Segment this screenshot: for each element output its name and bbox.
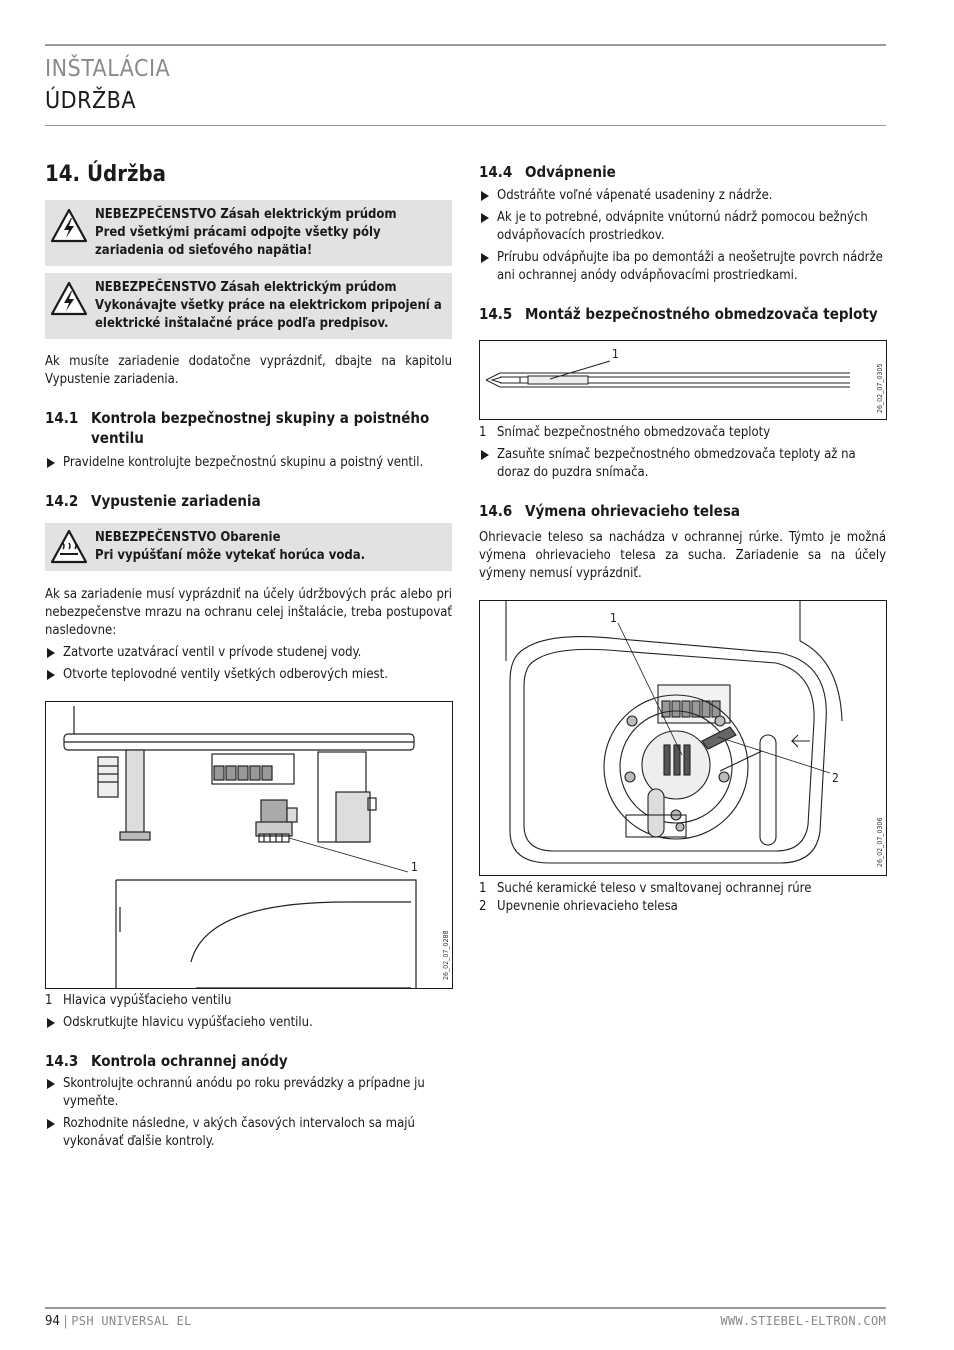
intro-paragraph: Ak musíte zariadenie dodatočne vyprázdniť, dbajte na kapitolu Vypustenie zariadenia.: [45, 354, 452, 387]
bullet-arrow-icon: [47, 458, 55, 468]
product-name: PSH UNIVERSAL EL: [71, 1314, 192, 1328]
section-heading-14-4: [479, 162, 886, 182]
list-item: Pravidelne kontrolujte bezpečnostnú skupinu a poistný ventil.: [45, 454, 452, 472]
danger-text: Pred všetkými prácami odpojte všetky póly zariadenia od sieťového napätia!: [95, 225, 381, 258]
list-item: Rozhodnite následne, v akých časových intervaloch sa majú vykonávať ďalšie kontroly.: [45, 1115, 452, 1151]
danger-title: NEBEZPEČENSTVO Zásah elektrickým prúdom: [95, 207, 397, 222]
temperature-sensor-figure: [479, 340, 887, 420]
figure-code: 26_02_07_0305: [876, 363, 884, 413]
section-number: 14.2: [45, 492, 79, 510]
legend-item: 1 Suché keramické teleso v smaltovanej ochrannej rúre: [479, 881, 812, 896]
header-bottom-rule: [45, 125, 886, 126]
list-item: Otvorte teplovodné ventily všetkých odberových miest.: [45, 666, 452, 684]
bullet-arrow-icon: [481, 213, 489, 223]
top-rule: [45, 44, 886, 46]
website-link[interactable]: WWW.STIEBEL-ELTRON.COM: [720, 1314, 886, 1328]
section-title: Vypustenie zariadenia: [91, 492, 261, 510]
list-item: Zatvorte uzatvárací ventil v prívode studenej vody.: [45, 644, 452, 662]
electric-hazard-icon: [51, 208, 87, 244]
list-item: Odskrutkujte hlavicu vypúšťacieho ventilu.: [45, 1014, 452, 1032]
list-item: Prírubu odvápňujte iba po demontáži a neošetrujte povrch nádrže ani ochrannej anódy odvápňovacími prostriedkami.: [479, 249, 886, 285]
danger-box-scald: [45, 523, 452, 571]
bullet-arrow-icon: [47, 1119, 55, 1129]
danger-title: NEBEZPEČENSTVO Obarenie: [95, 530, 281, 545]
footer-rule: [45, 1307, 886, 1309]
heating-element-paragraph: Ohrievacie teleso sa nachádza v ochrannej rúrke. Týmto je možná výmena ohrievacieho telesa za sucha. Zariadenie sa na účely výmeny nemusí vyprázdniť.: [479, 530, 886, 581]
legend-item: 1 Snímač bezpečnostného obmedzovača teploty: [479, 425, 771, 440]
danger-title: NEBEZPEČENSTVO Zásah elektrickým prúdom: [95, 280, 397, 295]
section-number: 14.5: [479, 305, 513, 323]
section-number: 14.1: [45, 409, 79, 427]
drain-valve-illustration: [46, 702, 452, 988]
chapter-title: 14. Údržba: [45, 162, 166, 187]
drain-paragraph: Ak sa zariadenie musí vyprázdniť na účely údržbových prác alebo pri nebezpečenstve mrazu na ochranu celej inštalácie, treba postupovať nasledovne:: [45, 587, 452, 638]
callout-1: 1: [610, 611, 617, 625]
danger-box-electric-2: [45, 273, 452, 339]
callout-2: 2: [832, 771, 839, 785]
page-number: 94: [45, 1314, 60, 1329]
callout-1: 1: [612, 347, 619, 361]
bullet-arrow-icon: [481, 191, 489, 201]
bullet-arrow-icon: [47, 1079, 55, 1089]
danger-text: Pri vypúšťaní môže vytekať horúca voda.: [95, 548, 366, 563]
footer-page-info: [45, 1313, 192, 1330]
callout-1: 1: [411, 860, 418, 874]
section-number: 14.6: [479, 502, 513, 520]
bullet-arrow-icon: [481, 253, 489, 263]
section-title: Kontrola bezpečnostnej skupiny a poistného ventilu: [91, 409, 430, 447]
section-title: Kontrola ochrannej anódy: [91, 1052, 288, 1070]
list-item: Odstráňte voľné vápenaté usadeniny z nádrže.: [479, 187, 886, 205]
drain-valve-figure: [45, 701, 453, 989]
section-heading-14-6: [479, 501, 886, 521]
danger-text: Vykonávajte všetky práce na elektrickom pripojení a elektrické inštalačné práce podľa predpisov.: [95, 298, 442, 331]
section-heading-14-2: [45, 491, 452, 511]
footer-separator: |: [63, 1314, 68, 1329]
section-heading-14-5: [479, 304, 886, 324]
section-title: Výmena ohrievacieho telesa: [525, 502, 740, 520]
legend-item: 2 Upevnenie ohrievacieho telesa: [479, 899, 678, 914]
section-number: 14.4: [479, 163, 513, 181]
chapter-label: ÚDRŽBA: [45, 88, 136, 114]
bullet-arrow-icon: [481, 450, 489, 460]
figure-code: 26_02_07_0288: [442, 930, 450, 980]
section-heading-14-1: [45, 408, 452, 448]
electric-hazard-icon: [51, 281, 87, 317]
section-label: INŠTALÁCIA: [45, 56, 171, 82]
section-title: Montáž bezpečnostného obmedzovača teploty: [525, 305, 878, 323]
list-item: Zasuňte snímač bezpečnostného obmedzovača teploty až na doraz do puzdra snímača.: [479, 446, 886, 482]
legend-item: 1 Hlavica vypúšťacieho ventilu: [45, 993, 232, 1008]
heating-element-figure: [479, 600, 887, 876]
danger-box-electric-1: [45, 200, 452, 266]
list-item: Skontrolujte ochrannú anódu po roku prevádzky a prípadne ju vymeňte.: [45, 1075, 452, 1111]
section-number: 14.3: [45, 1052, 79, 1070]
bullet-arrow-icon: [47, 670, 55, 680]
hot-surface-icon: [51, 529, 87, 565]
section-title: Odvápnenie: [525, 163, 616, 181]
sensor-illustration: [480, 341, 886, 419]
list-item: Ak je to potrebné, odvápnite vnútornú nádrž pomocou bežných odvápňovacích prostriedkov.: [479, 209, 886, 245]
section-heading-14-3: [45, 1051, 452, 1071]
heating-element-illustration: [480, 601, 886, 875]
bullet-arrow-icon: [47, 1018, 55, 1028]
bullet-arrow-icon: [47, 648, 55, 658]
figure-code: 26_02_07_0306: [876, 817, 884, 867]
